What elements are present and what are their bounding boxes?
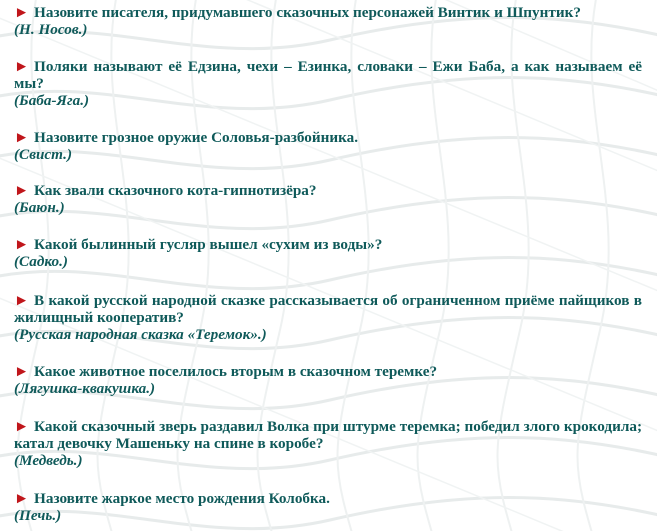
quiz-item [14, 4, 642, 38]
answer: (Баба-Яга.) [14, 92, 90, 109]
question [14, 490, 642, 507]
question [14, 182, 642, 199]
answer: (Садко.) [14, 253, 68, 270]
answer: (Печь.) [14, 507, 62, 524]
question-text: Назовите грозное оружие Соловья-разбойника. [34, 129, 358, 146]
answer: (Баюн.) [14, 199, 65, 216]
quiz-item [14, 490, 642, 524]
question [14, 292, 642, 326]
quiz-item [14, 292, 642, 343]
triangle-marker-icon: ► [14, 129, 30, 146]
triangle-marker-icon: ► [14, 58, 30, 75]
question-text: Какой былинный гусляр вышел «сухим из воды»? [34, 236, 383, 253]
question-text: Какое животное поселилось вторым в сказочном теремке? [34, 363, 438, 380]
question [14, 58, 642, 92]
question [14, 129, 642, 146]
answer: (Русская народная сказка «Теремок».) [14, 326, 267, 343]
question-text: Какой сказочный зверь раздавил Волка при штурме теремка; победил злого крокодила; катал девочку Машеньку на спине в коробе? [14, 418, 642, 452]
triangle-marker-icon: ► [14, 182, 30, 199]
triangle-marker-icon: ► [14, 418, 30, 435]
question-text: Поляки называют её Едзина, чехи – Езинка, словаки – Ежи Баба, а как называем её мы? [14, 58, 642, 92]
triangle-marker-icon: ► [14, 363, 30, 380]
question [14, 236, 642, 253]
triangle-marker-icon: ► [14, 236, 30, 253]
triangle-marker-icon: ► [14, 292, 30, 309]
question [14, 4, 642, 21]
answer: (Н. Носов.) [14, 21, 88, 38]
question-text: В какой русской народной сказке рассказывается об ограниченном приёме пайщиков в жилищный кооператив? [14, 292, 642, 326]
question-text: Назовите писателя, придумавшего сказочных персонажей Винтик и Шпунтик? [34, 4, 581, 21]
triangle-marker-icon: ► [14, 490, 30, 507]
quiz-item [14, 418, 642, 469]
question-text: Как звали сказочного кота-гипнотизёра? [34, 182, 317, 199]
question-text: Назовите жаркое место рождения Колобка. [34, 490, 330, 507]
quiz-item [14, 182, 642, 216]
answer: (Лягушка-квакушка.) [14, 380, 156, 397]
question [14, 418, 642, 452]
quiz-item [14, 363, 642, 397]
triangle-marker-icon: ► [14, 4, 30, 21]
quiz-item [14, 58, 642, 109]
answer: (Медведь.) [14, 452, 83, 469]
quiz-item [14, 129, 642, 163]
quiz-item [14, 236, 642, 270]
question [14, 363, 642, 380]
answer: (Свист.) [14, 146, 73, 163]
